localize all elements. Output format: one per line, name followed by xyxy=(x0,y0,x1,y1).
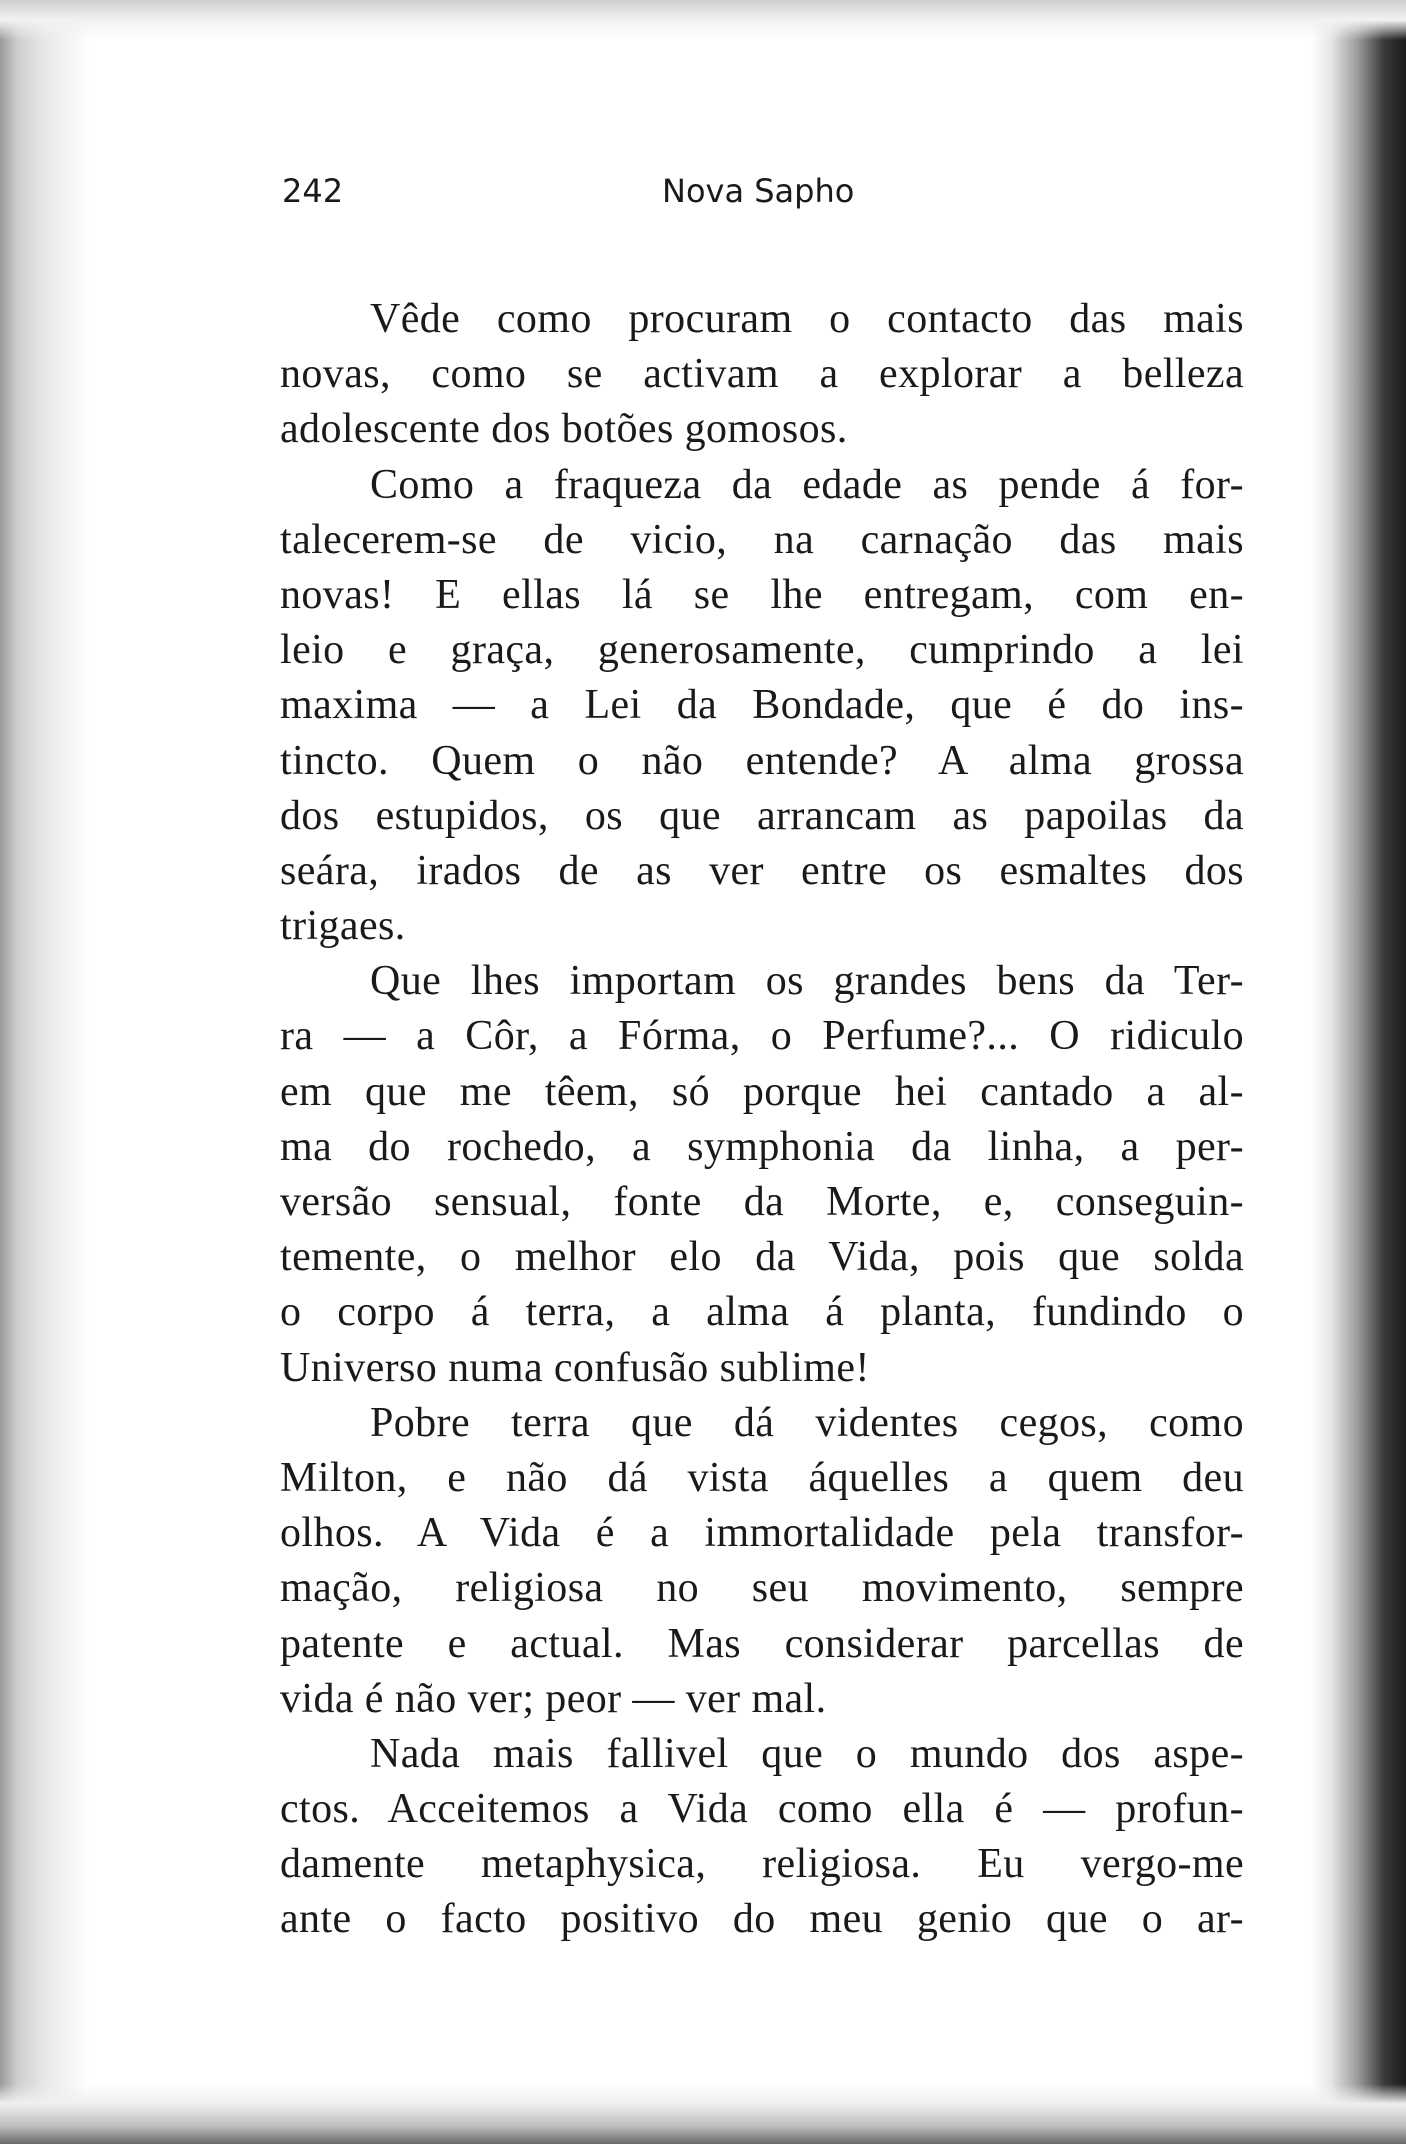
text-line: novas, como se activam a explorar a belleza xyxy=(280,351,1244,398)
text-line: temente, o melhor elo da Vida, pois que solda xyxy=(280,1234,1244,1281)
running-title: Nova Sapho xyxy=(662,172,855,210)
text-line: tincto. Quem o não entende? A alma grossa xyxy=(280,737,1244,784)
text-line: seára, irados de as ver entre os esmaltes dos xyxy=(280,847,1244,894)
page-number: 242 xyxy=(282,172,344,210)
body-text xyxy=(280,292,1244,1948)
text-line: ma do rochedo, a symphonia da linha, a per- xyxy=(280,1123,1244,1170)
text-line: Milton, e não dá vista áquelles a quem deu xyxy=(280,1454,1244,1501)
text-line: o corpo á terra, a alma á planta, fundindo o xyxy=(280,1289,1244,1336)
text-line: em que me têem, só porque hei cantado a al- xyxy=(280,1068,1244,1115)
text-line: damente metaphysica, religiosa. Eu vergo-me xyxy=(280,1841,1244,1888)
text-line: novas! E ellas lá se lhe entregam, com en- xyxy=(280,571,1244,618)
text-line: talecerem-se de vicio, na carnação das mais xyxy=(280,516,1244,563)
page-edge-right xyxy=(1311,0,1406,2144)
text-line: Que lhes importam os grandes bens da Ter- xyxy=(370,958,1244,1005)
text-line: ra — a Côr, a Fórma, o Perfume?... O ridiculo xyxy=(280,1013,1244,1060)
text-line: olhos. A Vida é a immortalidade pela transfor- xyxy=(280,1510,1244,1557)
text-line: Vêde como procuram o contacto das mais xyxy=(370,296,1244,342)
text-line: ante o facto positivo do meu genio que o ar- xyxy=(280,1896,1244,1943)
text-line: trigaes. xyxy=(280,903,406,950)
page-edge-bottom xyxy=(0,2084,1406,2144)
text-line: Pobre terra que dá videntes cegos, como xyxy=(370,1399,1244,1446)
text-line: dos estupidos, os que arrancam as papoilas da xyxy=(280,792,1244,839)
text-line: ctos. Acceitemos a Vida como ella é — profun- xyxy=(280,1786,1244,1833)
page-edge-top xyxy=(0,0,1406,40)
text-line: Nada mais fallivel que o mundo dos aspe- xyxy=(370,1730,1244,1777)
text-line: Como a fraqueza da edade as pende á for- xyxy=(370,461,1244,508)
page-header xyxy=(282,172,1244,222)
text-line: adolescente dos botões gomosos. xyxy=(280,406,848,453)
text-line: vida é não ver; peor — ver mal. xyxy=(280,1675,827,1722)
text-line: Universo numa confusão sublime! xyxy=(280,1344,870,1391)
page-edge-left xyxy=(0,0,90,2144)
text-line: versão sensual, fonte da Morte, e, conseguin- xyxy=(280,1179,1244,1225)
text-line: patente e actual. Mas considerar parcellas de xyxy=(280,1620,1244,1667)
text-line: maxima — a Lei da Bondade, que é do ins- xyxy=(280,682,1244,729)
text-line: leio e graça, generosamente, cumprindo a lei xyxy=(280,627,1244,674)
text-line: mação, religiosa no seu movimento, sempre xyxy=(280,1565,1244,1612)
